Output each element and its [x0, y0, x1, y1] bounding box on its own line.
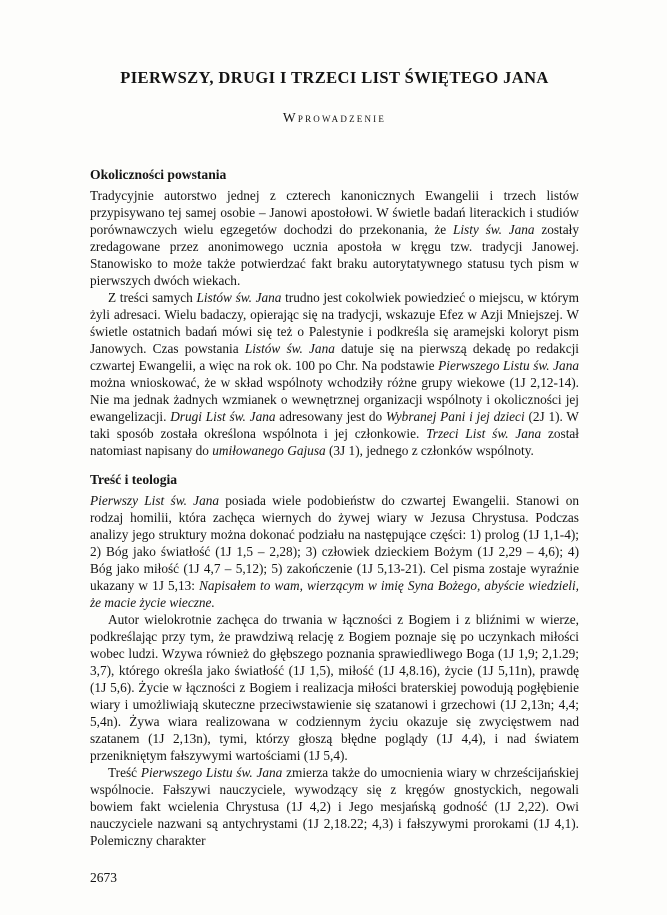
- paragraph: [90, 289, 579, 459]
- document-body: [90, 166, 579, 849]
- text-run: posiada wiele podobieństw do czwartej Ewangelii. Stanowi on rodzaj homilii, która zachęca wiernych do żywej wiary w Jezusa Chrystusa. Podczas analizy jego struktury można dokonać podziału na następujące części: 1) prolog (1J 1,1-4); 2) Bóg jako światłość (1J 1,5 – 2,28); 3) człowiek dzieckiem Bożym (1J 2,29 – 4,6); 4) Bóg jako miłość (1J 4,7 – 5,12); 5) zakończenie (1J 5,13-21). Cel pisma zostaje wyraźnie ukazany w 1J 5,13:: [90, 493, 579, 593]
- italic-text-run: Pierwszego Listu św. Jana: [438, 358, 579, 373]
- italic-text-run: Napisałem to wam, wierzącym w imię Syna Bożego, abyście wiedzieli, że macie życie wieczne.: [90, 578, 579, 610]
- italic-text-run: Listy św. Jana: [452, 222, 535, 237]
- paragraph: [90, 187, 579, 289]
- text-run: (2J 1). W taki sposób została określona wspólnota i jej członkowie.: [90, 409, 579, 441]
- italic-text-run: umiłowanego Gajusa: [212, 443, 326, 458]
- text-run: Z treści samych: [108, 290, 197, 305]
- section: [90, 471, 579, 849]
- text-run: można wnioskować, że w skład wspólnoty wchodziły różne grupy wiekowe (1J 2,12-14). Nie ma jednak żadnych wzmianek o wewnętrznej organizacji wspólnoty i okoliczności jej ewangelizacji.: [90, 375, 579, 424]
- italic-text-run: Trzeci List św. Jana: [426, 426, 542, 441]
- text-run: (3J 1), jednego z członków wspólnoty.: [325, 443, 534, 458]
- section-heading: Treść i teologia: [90, 472, 178, 487]
- section-heading: Okoliczności powstania: [90, 167, 227, 182]
- text-run: trudno jest cokolwiek powiedzieć o miejscu, w którym żyli adresaci. Wielu badaczy, opierając się na tradycji, wskazuje Efez w Azji Mniejszej. W świetle ostatnich badań mówi się też o Palestynie i podkreśla się aramejski koloryt pism Janowych. Czas powstania: [90, 290, 579, 356]
- italic-text-run: Listów św. Jana: [244, 341, 335, 356]
- text-run: adresowany jest do: [275, 409, 386, 424]
- text-run: Tradycyjnie autorstwo jednej z czterech kanonicznych Ewangelii i trzech listów przypisywano tej samej osobie – Janowi apostołowi. W świetle badań literackich i studiów porównawczych wielu egzegetów dochodzi do przekonania, że: [90, 188, 579, 237]
- text-run: zmierza także do umocnienia wiary w chrześcijańskiej wspólnocie. Fałszywi nauczyciele, wywodzący się z kręgów gnostyckich, negowali bowiem fakt wcielenia Chrystusa (1J 4,2) i Jego mesjańską godność (1J 2,22). Owi nauczyciele nazwani są antychrystami (1J 2,18.22; 4,3) i fałszywymi prorokami (1J 4,1). Polemiczny charakter: [90, 765, 579, 848]
- paragraph: [90, 492, 579, 611]
- italic-text-run: Listów św. Jana: [196, 290, 282, 305]
- paragraph: [90, 764, 579, 849]
- italic-text-run: Drugi List św. Jana: [170, 409, 276, 424]
- paragraph: [90, 611, 579, 764]
- text-run: zostały zredagowane przez anonimowego ucznia apostoła w kręgu tzw. tradycji Janowej. Stanowisko to może także potwierdzać fakt braku autorytatywnego statusu tych pism w pierwszych dwóch wiekach.: [90, 222, 579, 288]
- page-title: PIERWSZY, DRUGI I TRZECI LIST ŚWIĘTEGO JANA: [120, 68, 549, 87]
- text-run: datuje się na pierwszą dekadę po redakcji czwartej Ewangelii, a więc na rok ok. 100 po Chr. Na podstawie: [90, 341, 579, 373]
- section: [90, 166, 579, 459]
- page-number: 2673: [90, 870, 117, 885]
- italic-text-run: Pierwszy List św. Jana: [90, 493, 220, 508]
- text-run: został natomiast napisany do: [90, 426, 579, 458]
- text-run: Treść: [108, 765, 141, 780]
- italic-text-run: Pierwszego Listu św. Jana: [140, 765, 283, 780]
- page-subtitle: Wprowadzenie: [282, 110, 387, 125]
- text-run: Autor wielokrotnie zachęca do trwania w łączności z Bogiem i z bliźnimi w wierze, podkreślając przy tym, że prawdziwą relację z Bogiem poznaje się po uczynkach miłości wobec ludzi. Wzywa również do głębszego poznania sprawiedliwego Boga (1J 1,9; 2,1.29; 3,7), którego określa jako światłość (1J 1,5), miłość (1J 4,8.16), życie (1J 5,11n), prawdę (1J 5,6). Życie w łączności z Bogiem i realizacja miłości braterskiej powodują pogłębienie wiary i umożliwiają skuteczne przeciwstawienie się szatanowi i grzechowi (1J 2,13n; 4,4; 5,4n). Żywa wiara realizowana w codziennym życiu okazuje się zwycięstwem nad szatanem (1J 2,13n), tymi, którzy głoszą błędne poglądy (1J 4,4), i nad światem przenikniętym fałszywymi wartościami (1J 5,4).: [90, 612, 579, 763]
- italic-text-run: Wybranej Pani i jej dzieci: [385, 409, 525, 424]
